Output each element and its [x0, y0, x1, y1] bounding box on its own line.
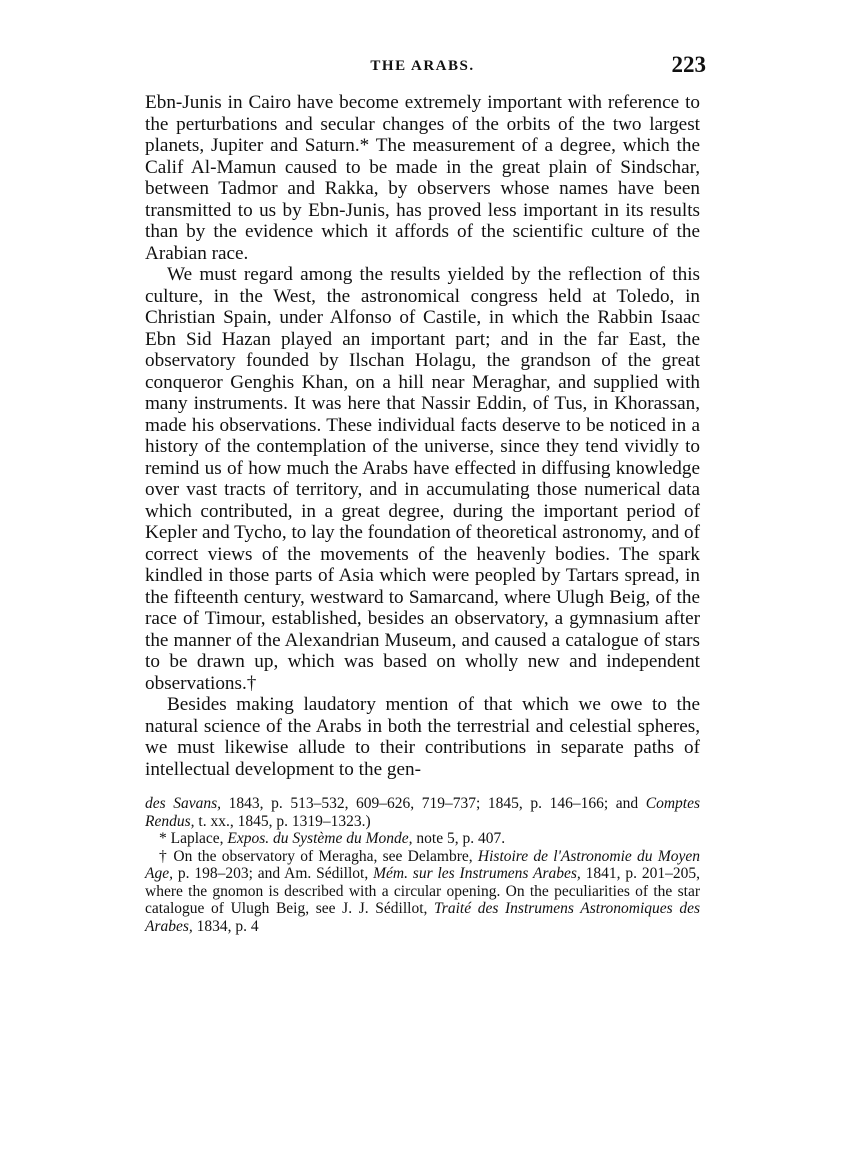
footnote-text: 1841, p. 201–205, where the gnomon is described with a circular opening. On the peculiarities of the star catalogue of Ulugh Beig, see J. J. Sédillot, [145, 865, 700, 917]
footnote-text: t. xx., 1845, p. 1319–1323.) [194, 812, 371, 830]
footnote-text-italic: Expos. du Système du Monde, [227, 830, 413, 847]
running-title: THE ARABS. [370, 58, 475, 74]
footnote-text-italic: Histoire de l'Astronomie du Moyen Age, [145, 847, 700, 882]
footnote-text-italic: des Savans, [145, 795, 222, 812]
running-header [145, 52, 706, 82]
footnote-dagger [145, 848, 700, 936]
page-number: 223 [671, 52, 706, 77]
footnote-text: * Laplace, [159, 830, 228, 847]
main-text [145, 92, 700, 780]
paragraph: We must regard among the results yielded by the reflection of this culture, in the West, the astronomical congress held at Toledo, in Christian Spain, under Alfonso of Castile, in which the Rabbin Isaac Ebn Sid Hazan played an important part; and in the far East, the observatory founded by Ilschan Holagu, the grandson of the great conqueror Genghis Khan, on a hill near Meraghar, and supplied with many instruments. It was here that Nassir Eddin, of Tus, in Khorassan, made his observations. These individual facts deserve to be noticed in a history of the contemplation of the universe, since they tend vividly to remind us of how much the Arabs have effected in diffusing knowledge over vast tracts of territory, and in accumulating those numerical data which contributed, in a great degree, during the important period of Kepler and Tycho, to lay the foundation of theoretical astronomy, and of correct views of the movements of the heavenly bodies. The spark kindled in those parts of Asia which were peopled by Tartars spread, in the fifteenth century, westward to Samarcand, where Ulugh Beig, of the race of Timour, established, besides an observatory, a gymnasium after the manner of the Alexandrian Museum, and caused a catalogue of stars to be drawn up, which was based on wholly new and independent observations.† [145, 264, 700, 694]
footnote-text-italic: Mém. sur les Instrumens Arabes, [373, 865, 581, 882]
footnote-text-italic: Comptes Rendus, [145, 795, 700, 830]
paragraph: Besides making laudatory mention of that which we owe to the natural science of the Arabs in both the terrestrial and celestial spheres, we must likewise allude to their contributions in separate paths of intellectual development to the gen- [145, 694, 700, 780]
footnote-text: 1834, p. 4 [192, 917, 259, 935]
footnote-star [145, 830, 700, 848]
footnotes [145, 795, 700, 935]
footnote-text: † On the observatory of Meragha, see Delambre, [159, 847, 478, 865]
footnote-text: note 5, p. 407. [412, 830, 506, 847]
footnote-continued [145, 795, 700, 830]
footnote-text: p. 198–203; and Am. Sédillot, [172, 865, 374, 882]
footnote-text: 1843, p. 513–532, 609–626, 719–737; 1845, p. 146–166; and [221, 795, 646, 812]
paragraph-continued: Ebn-Junis in Cairo have become extremely important with reference to the perturbations and secular changes of the orbits of the two largest planets, Jupiter and Saturn.* The measurement of a degree, which the Calif Al-Mamun caused to be made in the great plain of Sindschar, between Tadmor and Rakka, by observers whose names have been transmitted to us by Ebn-Junis, has proved less important in its results than by the evidence which it affords of the scientific culture of the Arabian race. [145, 92, 700, 264]
footnote-text-italic: Traité des Instrumens Astronomiques des Arabes, [145, 900, 700, 935]
